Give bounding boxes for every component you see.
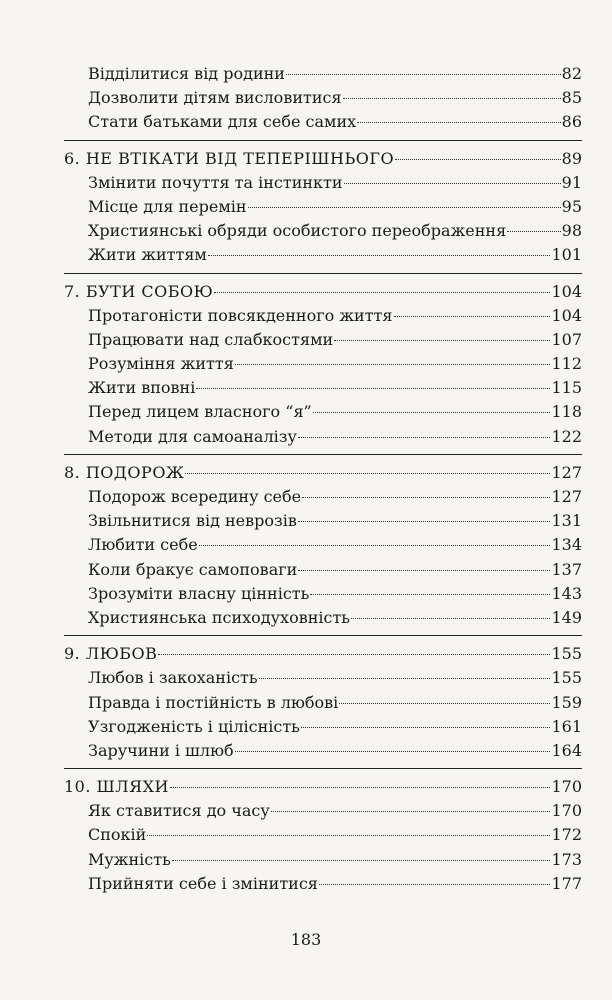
entry-page: 95 bbox=[561, 196, 582, 216]
dot-leader bbox=[199, 545, 551, 546]
chapter-separator bbox=[64, 273, 582, 274]
chapter-7 bbox=[64, 280, 582, 449]
dot-leader bbox=[298, 437, 551, 438]
entry-title: Християнські обряди особистого переображення bbox=[88, 221, 507, 241]
entry-page: 122 bbox=[551, 426, 582, 446]
table-of-contents bbox=[64, 62, 582, 896]
entry-page: 127 bbox=[551, 487, 582, 506]
entry-page: 172 bbox=[551, 825, 582, 845]
chapter-separator bbox=[64, 635, 582, 636]
toc-entry bbox=[64, 872, 582, 896]
entry-page: 177 bbox=[551, 873, 582, 893]
dot-leader bbox=[298, 570, 550, 571]
chapter-separator bbox=[64, 140, 582, 141]
dot-leader bbox=[158, 654, 550, 655]
dot-leader bbox=[214, 292, 550, 293]
entry-title: Заручини і шлюб bbox=[88, 740, 234, 760]
dot-leader bbox=[235, 751, 551, 752]
toc-entry bbox=[64, 328, 582, 352]
entry-page: 101 bbox=[551, 245, 582, 265]
entry-title: Дозволити дітям висловитися bbox=[88, 88, 342, 108]
dot-leader bbox=[310, 594, 550, 595]
toc-entry bbox=[64, 691, 582, 715]
toc-entry bbox=[64, 62, 582, 86]
entry-title: Працювати над слабкостями bbox=[88, 329, 334, 349]
dot-leader bbox=[196, 388, 550, 389]
dot-leader bbox=[507, 231, 560, 232]
entry-title: Спокій bbox=[88, 825, 147, 845]
toc-entry bbox=[64, 195, 582, 219]
dot-leader bbox=[271, 811, 551, 812]
entry-title: Місце для перемін bbox=[88, 196, 247, 216]
chapter-heading bbox=[64, 147, 582, 171]
entry-title: Зрозуміти власну цінність bbox=[88, 583, 310, 603]
chapter-5-continued bbox=[64, 62, 582, 135]
entry-title: Узгодженість і цілісність bbox=[88, 716, 300, 736]
toc-entry bbox=[64, 666, 582, 690]
toc-entry bbox=[64, 171, 582, 195]
chapter-page: 170 bbox=[551, 777, 582, 797]
entry-title: Жити вповні bbox=[88, 378, 196, 398]
dot-leader bbox=[235, 364, 551, 365]
entry-page: 91 bbox=[561, 172, 582, 192]
toc-entry bbox=[64, 715, 582, 739]
entry-title: Коли бракує самоповаги bbox=[88, 559, 298, 579]
entry-page: 149 bbox=[551, 607, 582, 627]
toc-entry bbox=[64, 606, 582, 630]
toc-entry bbox=[64, 86, 582, 110]
entry-page: 137 bbox=[551, 559, 582, 579]
entry-title: Розуміння життя bbox=[88, 354, 234, 374]
dot-leader bbox=[395, 159, 561, 160]
toc-entry bbox=[64, 400, 582, 424]
entry-page: 159 bbox=[551, 692, 582, 712]
entry-page: 118 bbox=[551, 402, 582, 422]
toc-entry bbox=[64, 582, 582, 606]
dot-leader bbox=[301, 727, 551, 728]
toc-entry bbox=[64, 425, 582, 449]
chapter-8 bbox=[64, 461, 582, 630]
chapter-heading bbox=[64, 642, 582, 666]
entry-page: 164 bbox=[551, 740, 582, 760]
entry-title: Стати батьками для себе самих bbox=[88, 112, 357, 132]
toc-entry bbox=[64, 558, 582, 582]
dot-leader bbox=[259, 678, 551, 679]
toc-entry bbox=[64, 485, 582, 509]
dot-leader bbox=[185, 473, 550, 474]
dot-leader bbox=[298, 521, 551, 522]
dot-leader bbox=[302, 497, 550, 498]
entry-page: 143 bbox=[551, 583, 582, 603]
toc-entry bbox=[64, 243, 582, 267]
dot-leader bbox=[344, 183, 561, 184]
chapter-title: 7. БУТИ СОБОЮ bbox=[64, 281, 214, 301]
entry-page: 173 bbox=[551, 849, 582, 869]
toc-entry bbox=[64, 533, 582, 557]
dot-leader bbox=[339, 703, 550, 704]
dot-leader bbox=[394, 316, 551, 317]
dot-leader bbox=[351, 618, 550, 619]
dot-leader bbox=[208, 255, 551, 256]
dot-leader bbox=[319, 884, 551, 885]
entry-title: Любити себе bbox=[88, 535, 198, 555]
entry-page: 85 bbox=[561, 88, 582, 108]
chapter-title: 8. ПОДОРОЖ bbox=[64, 462, 185, 482]
page-number: 183 bbox=[290, 930, 322, 949]
entry-title: Звільнитися від неврозів bbox=[88, 511, 297, 531]
chapter-title: 10. ШЛЯХИ bbox=[64, 777, 169, 797]
chapter-9 bbox=[64, 642, 582, 763]
entry-page: 134 bbox=[551, 535, 582, 555]
entry-title: Правда і постійність в любові bbox=[88, 692, 339, 712]
toc-entry bbox=[64, 219, 582, 243]
toc-entry bbox=[64, 848, 582, 872]
toc-entry bbox=[64, 509, 582, 533]
dot-leader bbox=[147, 835, 550, 836]
entry-title: Методи для самоаналізу bbox=[88, 426, 297, 446]
toc-entry bbox=[64, 110, 582, 134]
entry-page: 104 bbox=[551, 305, 582, 325]
entry-title: Перед лицем власного “я” bbox=[88, 402, 312, 422]
toc-entry bbox=[64, 739, 582, 763]
toc-entry bbox=[64, 799, 582, 823]
entry-page: 131 bbox=[551, 511, 582, 531]
dot-leader bbox=[357, 122, 560, 123]
entry-page: 170 bbox=[551, 801, 582, 821]
chapter-page: 127 bbox=[551, 462, 582, 482]
entry-title: Подорож всередину себе bbox=[88, 487, 302, 506]
entry-title: Як ставитися до часу bbox=[88, 801, 270, 821]
dot-leader bbox=[286, 74, 561, 75]
chapter-page: 155 bbox=[551, 644, 582, 664]
chapter-page: 104 bbox=[551, 281, 582, 301]
chapter-title: 9. ЛЮБОВ bbox=[64, 644, 158, 664]
entry-page: 112 bbox=[551, 354, 582, 374]
dot-leader bbox=[172, 860, 551, 861]
entry-title: Любов і закоханість bbox=[88, 668, 258, 688]
entry-title: Мужність bbox=[88, 849, 171, 869]
entry-page: 107 bbox=[551, 329, 582, 349]
dot-leader bbox=[343, 98, 561, 99]
toc-entry bbox=[64, 823, 582, 847]
entry-page: 82 bbox=[561, 64, 582, 83]
entry-title: Змінити почуття та інстинкти bbox=[88, 172, 343, 192]
chapter-page: 89 bbox=[561, 148, 582, 168]
entry-page: 115 bbox=[551, 378, 582, 398]
toc-entry bbox=[64, 352, 582, 376]
entry-title: Відділитися від родини bbox=[88, 64, 285, 83]
entry-title: Прийняти себе і змінитися bbox=[88, 873, 318, 893]
chapter-separator bbox=[64, 454, 582, 455]
chapter-heading bbox=[64, 775, 582, 799]
dot-leader bbox=[248, 207, 561, 208]
entry-title: Протагоністи повсякденного життя bbox=[88, 305, 393, 325]
chapter-title: 6. НЕ ВТІКАТИ ВІД ТЕПЕРІШНЬОГО bbox=[64, 148, 395, 168]
entry-page: 161 bbox=[551, 716, 582, 736]
chapter-heading bbox=[64, 461, 582, 485]
dot-leader bbox=[170, 787, 551, 788]
chapter-10 bbox=[64, 775, 582, 896]
chapter-separator bbox=[64, 768, 582, 769]
chapter-heading bbox=[64, 280, 582, 304]
entry-page: 86 bbox=[561, 112, 582, 132]
entry-title: Християнська психодуховність bbox=[88, 607, 351, 627]
entry-page: 98 bbox=[561, 221, 582, 241]
toc-entry bbox=[64, 304, 582, 328]
entry-page: 155 bbox=[551, 668, 582, 688]
toc-entry bbox=[64, 376, 582, 400]
entry-title: Жити життям bbox=[88, 245, 207, 265]
dot-leader bbox=[334, 340, 550, 341]
chapter-6 bbox=[64, 147, 582, 268]
dot-leader bbox=[313, 412, 551, 413]
